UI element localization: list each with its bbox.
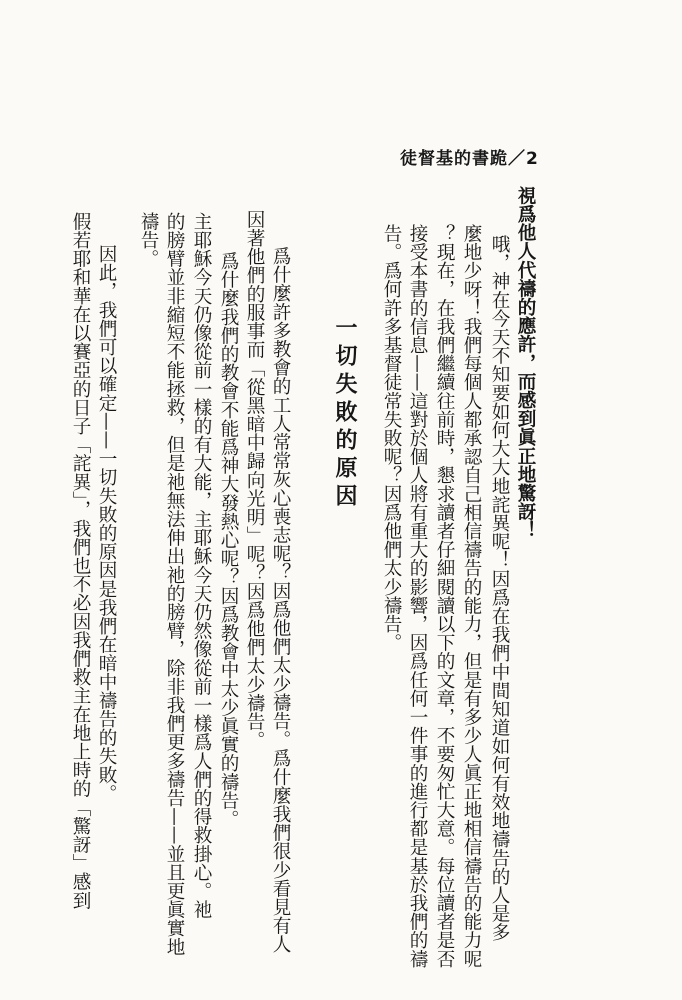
text-column-13: 因此，我們可以確定——一切失敗的原因是我們在暗中禱告的失敗。 (96, 226, 117, 803)
text-column-3: 麼地少呀！我們每個人都承認自己相信禱告的能力，但是有多少人眞正地相信禱告的能力呢 (461, 224, 482, 968)
text-column-11: 的膀臂並非縮短不能拯救，但是祂無法伸出祂的膀臂，除非我們更多禱告——並且更眞實地 (164, 212, 185, 956)
text-column-2: 哦，神在今天不知要如何大大地詫異呢！因爲在我們中間知道如何有效地禱告的人是多 (489, 216, 510, 942)
text-column-6: 告。爲何許多基督徒常失敗呢？因爲他們太少禱告。 (381, 224, 402, 652)
text-column-4: ？現在，在我們繼續往前時，懇求讀者仔細閱讀以下的文章，不要匆忙大意。每位讀者是否 (434, 224, 455, 968)
text-column-5: 接受本書的信息——這對於個人將有重大的影響，因爲任何一件事的進行都是基於我們的禱 (407, 224, 428, 968)
section-heading: 一切失敗的原因 (332, 316, 357, 512)
text-column-1: 視爲他人代禱的應許，而感到眞正地驚訝！ (515, 186, 536, 540)
text-column-9: 爲什麼我們的教會不能爲神大發熱心呢？因爲教會中太少眞實的禱告。 (218, 233, 239, 829)
page-header: 徒督基的書跪／2 (400, 149, 539, 169)
text-column-14: 假若耶和華在以賽亞的日子「詫異」，我們也不必因我們救主在地上時的「驚訝」感到 (70, 212, 91, 910)
text-column-8: 因著他們的服事而「從黑暗中歸向光明」呢？因爲他們太少禱告。 (244, 210, 265, 750)
text-column-10: 主耶穌今天仍像從前一樣的有大能，主耶穌今天仍然像從前一樣爲人們的得救掛心。祂 (191, 212, 212, 919)
text-column-12: 禱告。 (138, 212, 159, 268)
text-column-7: 爲什麼許多教會的工人常常灰心喪志呢？因爲他們太少禱告。爲什麼我們很少看見有人 (270, 228, 291, 954)
